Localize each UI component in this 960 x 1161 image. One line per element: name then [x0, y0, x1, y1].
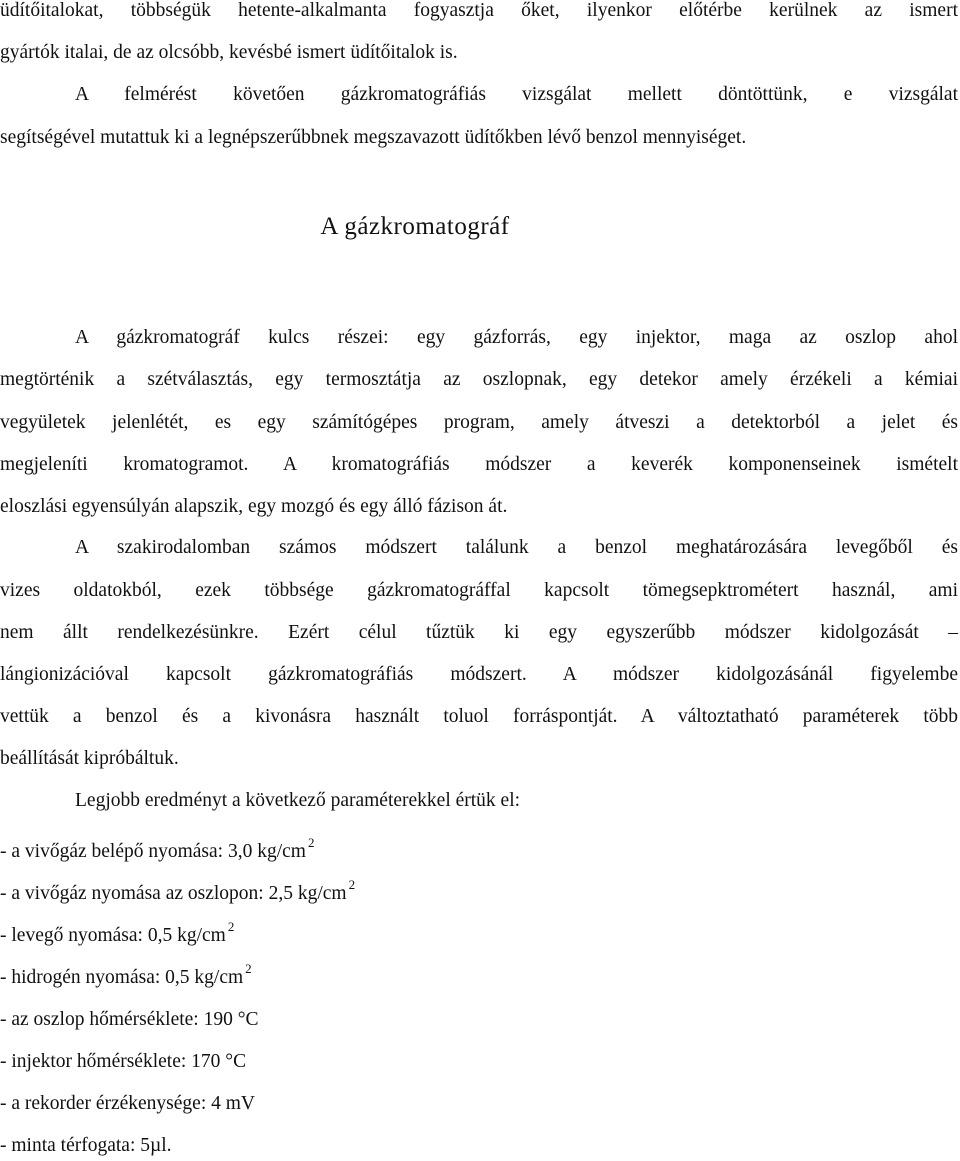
paragraph1-line-4: megjeleníti kromatogramot. A kromatográfiás módszer a keverék komponenseinek ismételt	[0, 454, 958, 475]
parameter-superscript: 2	[245, 961, 252, 976]
intro-line-4: segítségével mutattuk ki a legnépszerűbbnek megszavazott üdítőkben lévő benzol mennyiséget.	[0, 127, 747, 148]
parameter-superscript: 2	[307, 835, 315, 850]
paragraph1-line-1: A gázkromatográf kulcs részei: egy gázforrás, egy injektor, maga az oszlop ahol	[75, 327, 958, 348]
paragraph2-line-6: beállítását kipróbáltuk.	[0, 748, 179, 769]
parameter-text: - a vivőgáz belépő nyomása: 3,0 kg/cm	[0, 841, 306, 862]
parameter-text: - a rekorder érzékenysége: 4 mV	[0, 1093, 255, 1114]
paragraph1-line-2: megtörténik a szétválasztás, egy termosztátja az oszlopnak, egy detekor amely érzékeli a kémiai	[0, 369, 958, 390]
parameter-text: - levegő nyomása: 0,5 kg/cm	[0, 925, 226, 946]
parameters-lead: Legjobb eredményt a következő paraméterekkel értük el:	[75, 790, 521, 811]
parameter-item	[0, 1122, 174, 1161]
parameter-text: - a vivőgáz nyomása az oszlopon: 2,5 kg/cm	[0, 883, 347, 904]
parameter-text: - az oszlop hőmérséklete: 190 °C	[0, 1009, 259, 1030]
intro-line-1: üdítőitalokat, többségük hetente-alkalmanta fogyasztja őket, ilyenkor előtérbe kerülnek az ismert	[0, 0, 958, 21]
paragraph1-line-3: vegyületek jelenlétét, es egy számítógépes program, amely átveszi a detektorból a jelet és	[0, 412, 958, 433]
paragraph1-line-5: eloszlási egyensúlyán alapszik, egy mozgó és egy álló fázison át.	[0, 496, 508, 517]
parameter-superscript: 2	[348, 877, 356, 892]
paragraph2-line-4: lángionizációval kapcsolt gázkromatográfiás módszert. A módszer kidolgozásánál figyelembe	[0, 664, 958, 685]
section-title: A gázkromatográf	[320, 213, 510, 240]
paragraph2-line-2: vizes oldatokból, ezek többsége gázkromatográffal kapcsolt tömegsepktrométert használ, ami	[0, 580, 958, 601]
parameter-item	[0, 996, 261, 1035]
parameter-item	[0, 1080, 257, 1119]
parameter-text: - hidrogén nyomása: 0,5 kg/cm	[0, 967, 244, 988]
paragraph2-line-3: nem állt rendelkezésünkre. Ezért célul tűztük ki egy egyszerűbb módszer kidolgozását –	[0, 622, 958, 643]
intro-line-3: A felmérést követően gázkromatográfiás vizsgálat mellett döntöttünk, e vizsgálat	[75, 84, 958, 105]
parameter-item	[0, 828, 314, 867]
parameter-text: - minta térfogata: 5µl.	[0, 1135, 172, 1156]
intro-line-2: gyártók italai, de az olcsóbb, kevésbé ismert üdítőitalok is.	[0, 42, 458, 63]
parameter-text: - injektor hőmérséklete: 170 °C	[0, 1051, 247, 1072]
parameter-item	[0, 870, 355, 909]
parameter-item	[0, 954, 252, 993]
parameter-superscript: 2	[227, 919, 235, 934]
paragraph2-line-1: A szakirodalomban számos módszert találunk a benzol meghatározására levegőből és	[75, 537, 958, 558]
parameter-item	[0, 1038, 248, 1077]
paragraph2-line-5: vettük a benzol és a kivonásra használt toluol forráspontját. A változtatható paraméterek több	[0, 706, 958, 727]
parameter-item	[0, 912, 234, 951]
